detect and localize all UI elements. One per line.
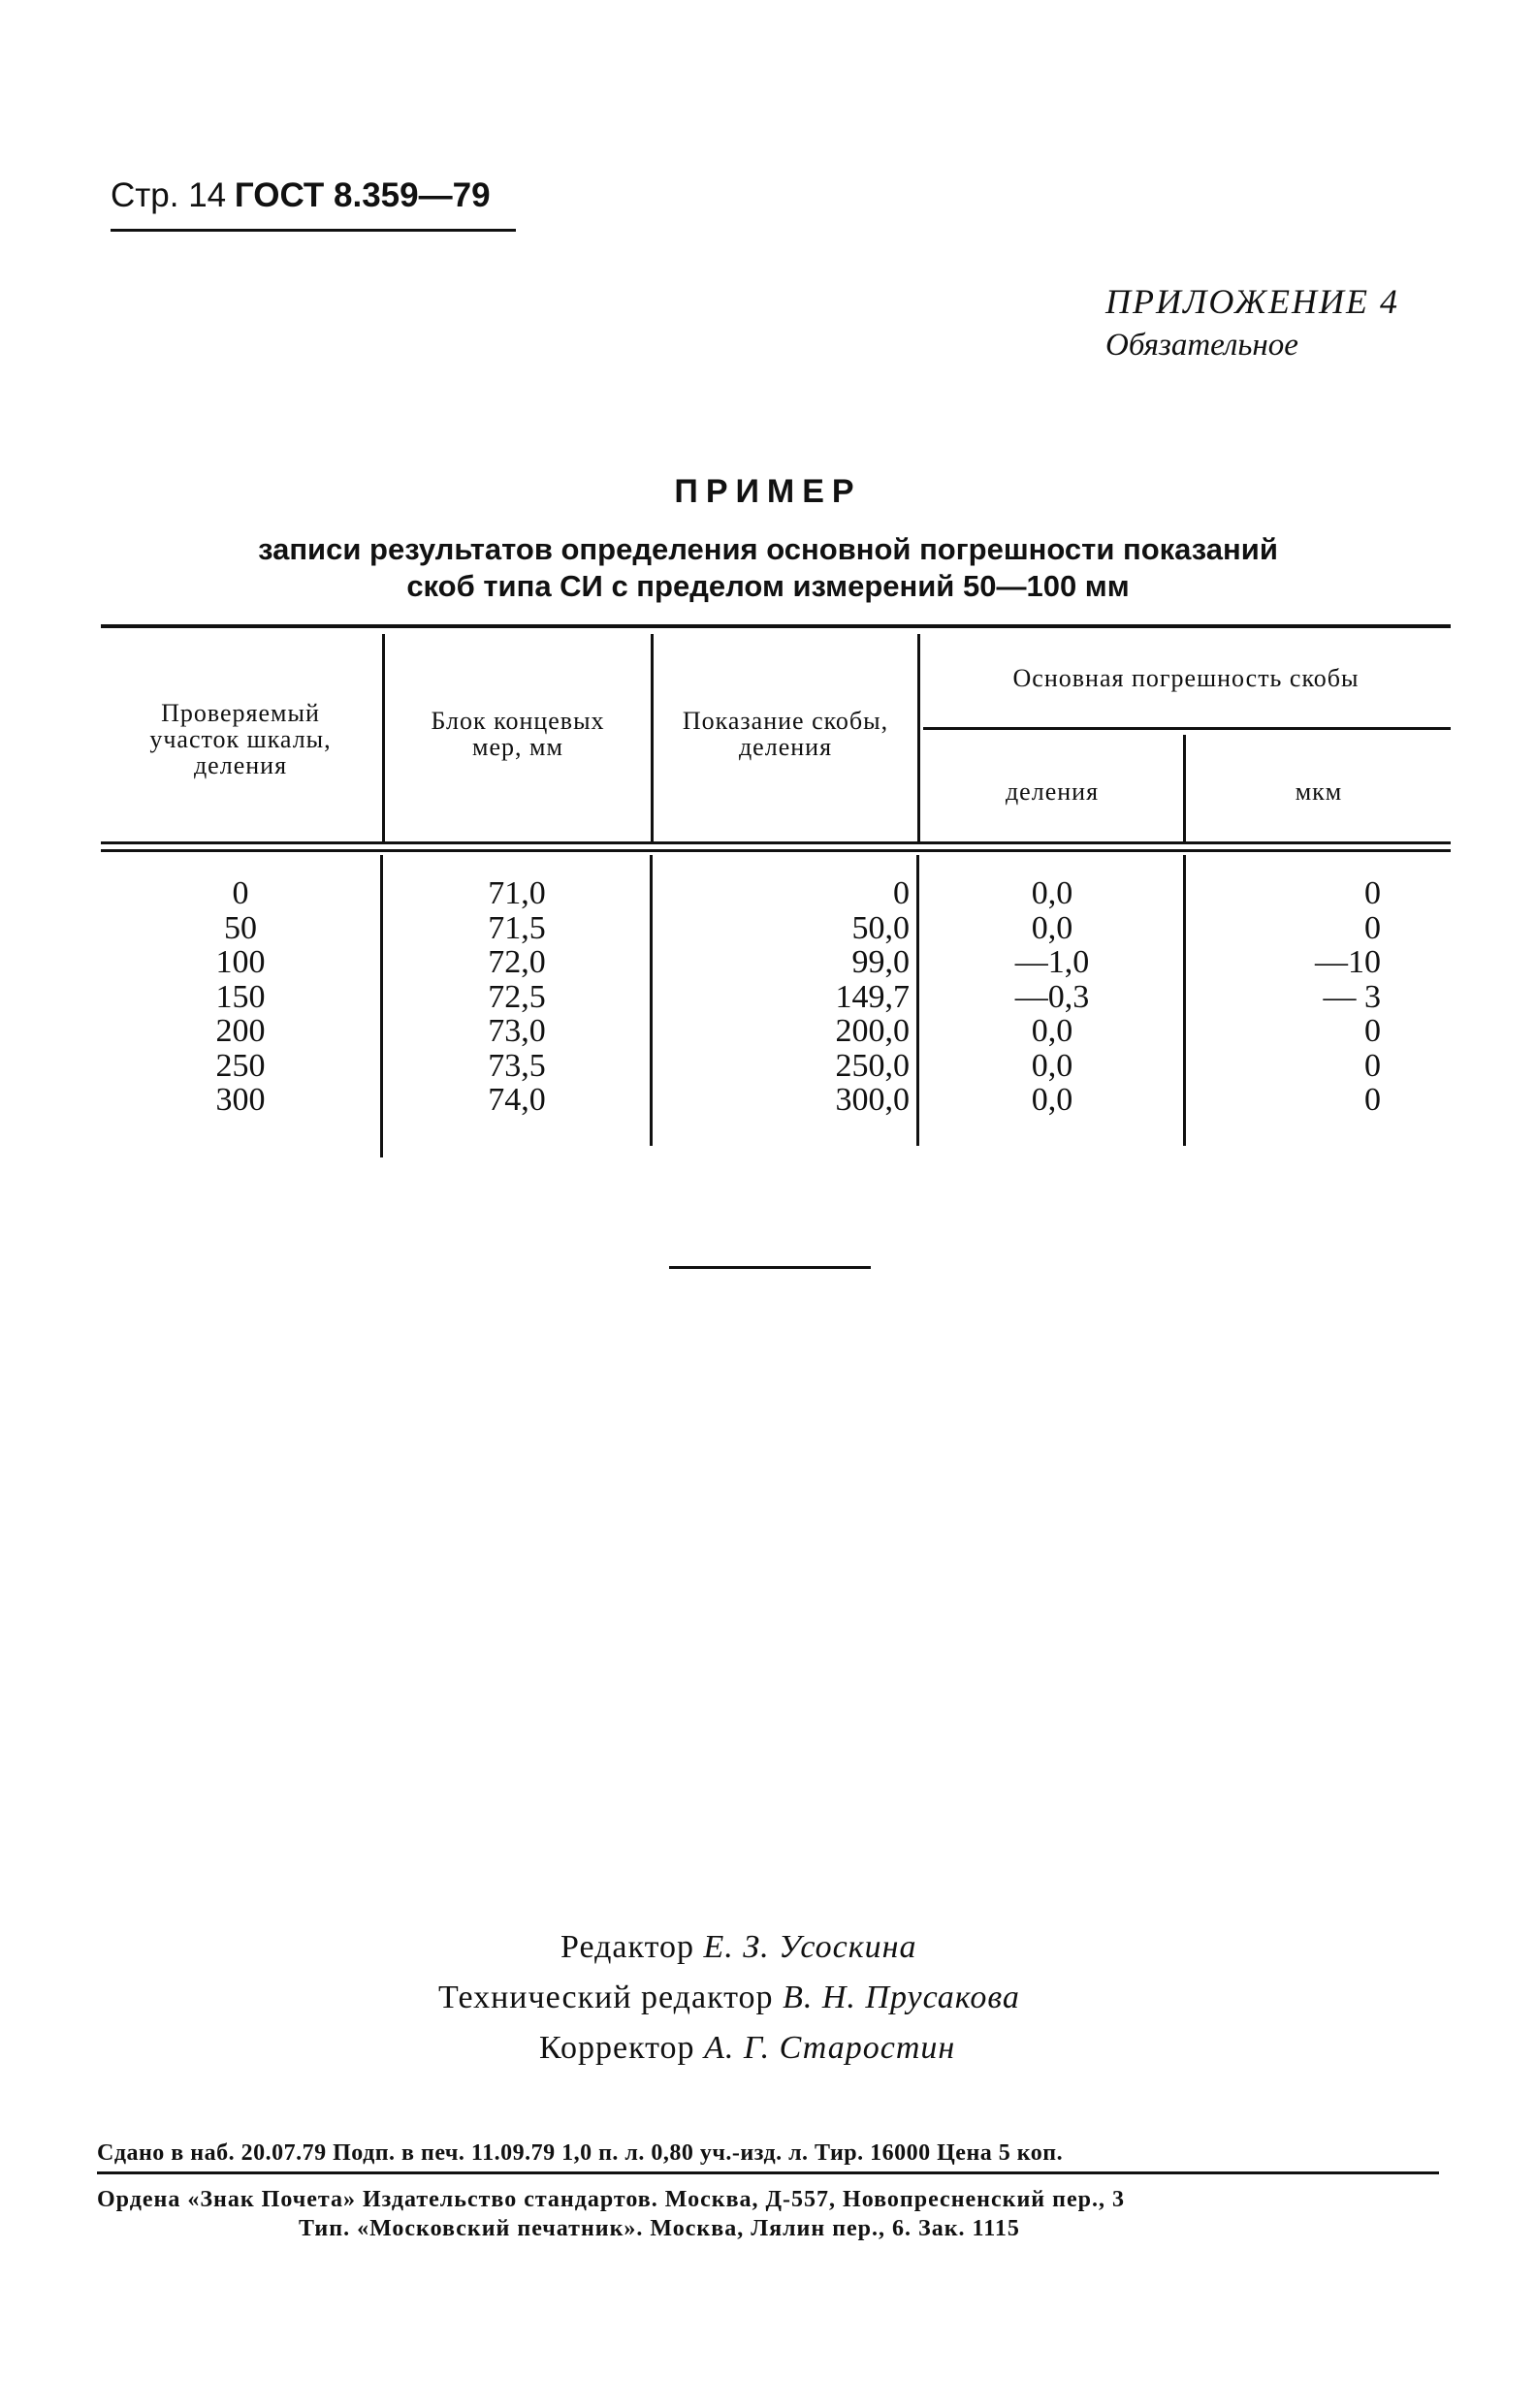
table-cell: 0,0 bbox=[1031, 1013, 1073, 1049]
example-subtitle-line: записи результатов определения основной погрешности показаний bbox=[258, 532, 1278, 566]
header-bottom-rule bbox=[101, 841, 1451, 844]
standard-number: ГОСТ 8.359—79 bbox=[234, 176, 491, 214]
table-cell: 74,0 bbox=[488, 1082, 546, 1118]
table-cell: 0,0 bbox=[1031, 1047, 1073, 1084]
column-divider bbox=[917, 634, 920, 841]
imprint-rule bbox=[97, 2171, 1439, 2174]
table-cell: 50,0 bbox=[851, 909, 910, 946]
column-reading bbox=[654, 876, 910, 1118]
table-cell: 72,5 bbox=[488, 978, 546, 1015]
table-cell: 250,0 bbox=[835, 1047, 910, 1084]
table-cell: 250 bbox=[215, 1047, 266, 1084]
appendix-title: ПРИЛОЖЕНИЕ 4 bbox=[1105, 282, 1399, 321]
table-cell: 0 bbox=[1364, 1082, 1381, 1118]
header-bottom-rule bbox=[101, 849, 1451, 852]
table-cell: 0 bbox=[1364, 1013, 1381, 1049]
imprint-line: Ордена «Знак Почета» Издательство стандартов. Москва, Д-557, Новопресненский пер., 3 bbox=[97, 2187, 1125, 2212]
page-number: Стр. 14 bbox=[111, 176, 227, 214]
table-cell: 200 bbox=[215, 1013, 266, 1049]
table-cell: —0,3 bbox=[1014, 978, 1090, 1015]
editor-line: Редактор Е. З. Усоскина bbox=[560, 1929, 917, 1965]
editor-name: Е. З. Усоскина bbox=[703, 1929, 917, 1965]
header-main-error: Основная погрешность скобы bbox=[1012, 664, 1360, 692]
table-cell: 0,0 bbox=[1031, 1082, 1073, 1118]
header-error-microns: мкм bbox=[1295, 777, 1343, 806]
column-divider bbox=[380, 855, 383, 1157]
table-cell: 50 bbox=[224, 909, 257, 946]
example-subtitle bbox=[0, 531, 1536, 605]
table-cell: 73,5 bbox=[488, 1047, 546, 1084]
table-cell: 0 bbox=[1364, 909, 1381, 946]
section-end-rule bbox=[669, 1266, 871, 1269]
column-divider bbox=[1183, 855, 1186, 1146]
table-cell: 0 bbox=[1364, 1047, 1381, 1084]
table-top-rule bbox=[101, 624, 1451, 628]
table-cell: —1,0 bbox=[1014, 944, 1090, 980]
column-divider bbox=[1183, 735, 1186, 841]
table-cell: 0 bbox=[893, 875, 910, 911]
table-cell: 149,7 bbox=[835, 978, 910, 1015]
table-cell: 100 bbox=[215, 944, 266, 980]
group-header-rule bbox=[923, 727, 1451, 730]
table-cell: 72,0 bbox=[488, 944, 546, 980]
column-divider bbox=[650, 855, 653, 1146]
header-reading: Показание скобы, деления bbox=[682, 707, 889, 761]
table-cell: 150 bbox=[215, 978, 266, 1015]
tech-editor-line: Технический редактор В. Н. Прусакова bbox=[438, 1980, 1020, 2015]
table-cell: 300,0 bbox=[835, 1082, 910, 1118]
header-checked-section: Проверяемый участок шкалы, деления bbox=[149, 699, 332, 779]
table-cell: 99,0 bbox=[851, 944, 910, 980]
table-cell: 71,5 bbox=[488, 909, 546, 946]
column-error-divisions bbox=[921, 876, 1183, 1118]
header-rule bbox=[111, 229, 516, 232]
header-error-divisions: деления bbox=[1005, 777, 1100, 806]
imprint-line: Тип. «Московский печатник». Москва, Лялин пер., 6. Зак. 1115 bbox=[299, 2216, 1020, 2241]
table-cell: 300 bbox=[215, 1082, 266, 1118]
table-cell: 71,0 bbox=[488, 875, 546, 911]
appendix-status: Обязательное bbox=[1105, 328, 1298, 363]
table-cell: — 3 bbox=[1323, 978, 1381, 1015]
column-divider bbox=[382, 634, 385, 841]
table-cell: 73,0 bbox=[488, 1013, 546, 1049]
tech-editor-name: В. Н. Прусакова bbox=[783, 1980, 1020, 2015]
table-cell: 0,0 bbox=[1031, 909, 1073, 946]
table-cell: —10 bbox=[1315, 944, 1381, 980]
corrector-line: Корректор А. Г. Старостин bbox=[539, 2030, 956, 2066]
example-subtitle-line: скоб типа СИ с пределом измерений 50—100 мм bbox=[406, 569, 1130, 603]
table-cell: 200,0 bbox=[835, 1013, 910, 1049]
column-error-microns bbox=[1187, 876, 1381, 1118]
column-gauge-blocks bbox=[384, 876, 650, 1118]
corrector-name: А. Г. Старостин bbox=[704, 2030, 956, 2066]
imprint-line: Сдано в наб. 20.07.79 Подп. в печ. 11.09.79 1,0 п. л. 0,80 уч.-изд. л. Тир. 16000 Цена 5 коп. bbox=[97, 2140, 1064, 2166]
column-section bbox=[101, 876, 380, 1118]
page-header bbox=[111, 176, 491, 215]
column-divider bbox=[916, 855, 919, 1146]
example-title: ПРИМЕР bbox=[674, 473, 862, 510]
header-gauge-blocks: Блок концевых мер, мм bbox=[431, 707, 605, 761]
table-cell: 0 bbox=[1364, 875, 1381, 911]
table-cell: 0,0 bbox=[1031, 875, 1073, 911]
table-cell: 0 bbox=[232, 875, 249, 911]
